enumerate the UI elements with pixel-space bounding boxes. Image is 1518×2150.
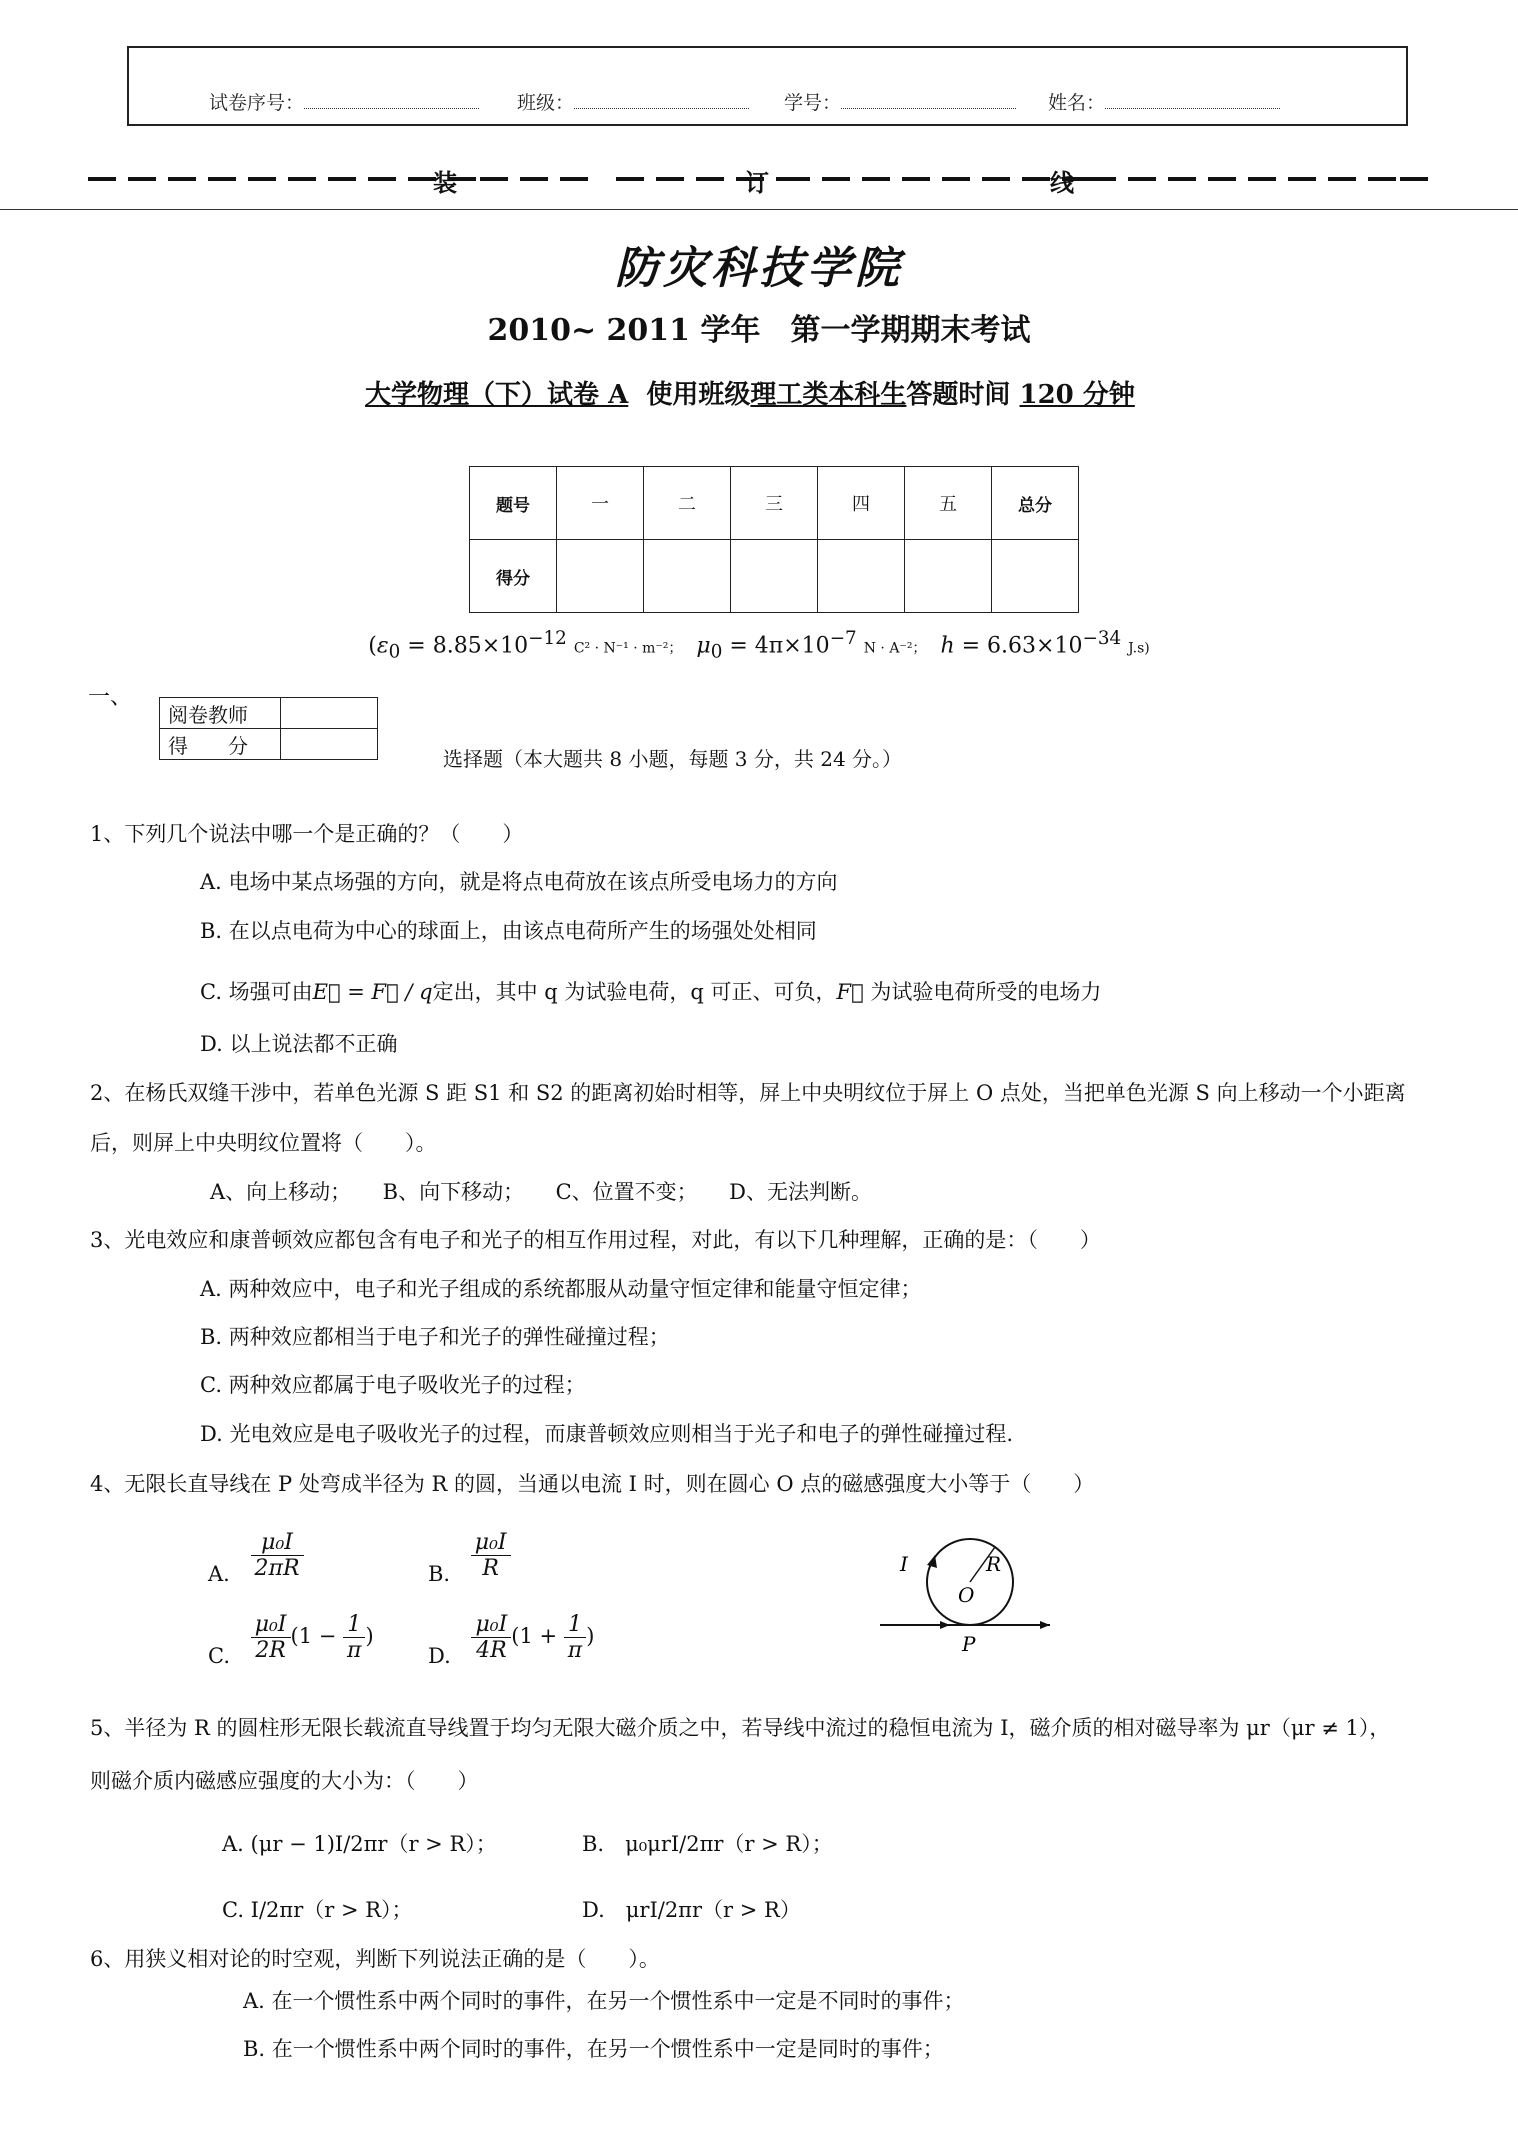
h-value: 6.63×10 [987, 633, 1083, 659]
question-2-line-2: 后，则屏上中央明纹位置将（ ）。 [90, 1131, 437, 1155]
grader-label: 阅卷教师 [160, 698, 281, 729]
paper-number-blank[interactable] [304, 94, 479, 109]
option-label: A. [208, 1562, 230, 1586]
section-number: 一、 [88, 685, 133, 710]
question-4-option-d[interactable]: D. $\frac{\text{μ₀I}}{4R}$ (1 + $\frac{1}{\pi}$ ) [428, 1612, 595, 1668]
section-score-cell[interactable] [281, 729, 378, 760]
epsilon-value: 8.85×10 [432, 633, 529, 659]
course-name: 大学物理（下）试卷 A [365, 380, 629, 410]
wire-loop-figure [880, 1525, 1060, 1655]
score-cell[interactable] [818, 540, 905, 613]
section-description: 选择题（本大题共 8 小题，每题 3 分，共 24 分。） [443, 747, 903, 771]
option-a-fraction: $\frac{\text{μ₀I}}{2\pi R}$ [251, 1530, 304, 1581]
name-blank[interactable] [1105, 94, 1280, 109]
score-table-header-row [470, 467, 1079, 540]
student-id-label: 学号： [784, 92, 842, 114]
option-c-suffix: 为试验电荷所受的电场力 [870, 980, 1102, 1004]
question-4-option-c[interactable]: C. $\frac{\text{μ₀I}}{2R}$ (1 − $\frac{1}{\pi}$ ) [208, 1612, 374, 1668]
score-cell[interactable] [644, 540, 731, 613]
question-4-option-a[interactable] [208, 1530, 304, 1586]
option-label: C. [208, 1644, 230, 1668]
duration-value: 120 分钟 [1019, 380, 1135, 410]
question-5-line-1: 5、半径为 R 的圆柱形无限长载流直导线置于均匀无限大磁介质之中，若导线中流过的稳恒电流为 I，磁介质的相对磁导率为 μr（μr ≠ 1）， [90, 1716, 1391, 1740]
option-c-prefix: C. 场强可由 [200, 980, 313, 1004]
class-field[interactable] [517, 88, 749, 115]
question-1: 1、下列几个说法中哪一个是正确的？（ ） [90, 822, 524, 846]
name-field[interactable] [1048, 88, 1280, 115]
center-label: O [958, 1583, 975, 1607]
current-arrow-right [1040, 1621, 1050, 1629]
question-4-option-b[interactable] [428, 1530, 511, 1586]
score-cell[interactable] [557, 540, 644, 613]
h-symbol: h [940, 633, 955, 659]
field-formula: E⃗ = F⃗ / q [312, 980, 433, 1004]
current-arrow-left [940, 1621, 950, 1629]
epsilon-symbol: ε [376, 633, 389, 659]
force-symbol: F⃗ [836, 980, 864, 1004]
score-row-label: 得分 [470, 540, 557, 613]
binding-line [88, 163, 1428, 197]
score-header-cell: 四 [818, 467, 905, 540]
question-6-option-b[interactable]: B. 在一个惯性系中两个同时的事件，在另一个惯性系中一定是同时的事件； [243, 2037, 944, 2061]
h-exponent: 34 [1097, 628, 1122, 649]
mu-subscript: 0 [710, 641, 723, 663]
question-3-option-a[interactable]: A. 两种效应中，电子和光子组成的系统都服从动量守恒定律和能量守恒定律； [200, 1277, 922, 1301]
question-3-option-c[interactable]: C. 两种效应都属于电子吸收光子的过程； [200, 1373, 586, 1397]
question-2-options[interactable]: A、向上移动； B、向下移动； C、位置不变； D、无法判断。 [210, 1180, 872, 1204]
binding-char-ding: 订 [745, 168, 769, 197]
grader-table [159, 697, 378, 760]
student-id-blank[interactable] [841, 94, 1016, 109]
section-score-label: 得 分 [160, 729, 281, 760]
name-label: 姓名： [1048, 92, 1106, 114]
option-d-tail-fraction: $\frac{1}{\pi}$ [564, 1612, 586, 1663]
question-6-option-a[interactable]: A. 在一个惯性系中两个同时的事件，在另一个惯性系中一定是不同时的事件； [243, 1989, 965, 2013]
option-label: B. [428, 1562, 451, 1586]
option-c-fraction: $\frac{\text{μ₀I}}{2R}$ [251, 1612, 291, 1663]
question-1-option-a[interactable]: A. 电场中某点场强的方向，就是将点电荷放在该点所受电场力的方向 [200, 870, 838, 894]
epsilon-unit: C² · N⁻¹ · m⁻²； [573, 640, 683, 657]
student-id-field[interactable] [784, 88, 1016, 115]
radius-label: R [986, 1552, 1002, 1576]
class-blank[interactable] [574, 94, 749, 109]
question-5-option-c[interactable]: C. I/2πr（r > R）； [222, 1898, 413, 1922]
score-table-score-row [470, 540, 1079, 613]
option-b-fraction: $\frac{\text{μ₀I}}{R}$ [471, 1530, 511, 1581]
option-d-fraction: $\frac{\text{μ₀I}}{4R}$ [471, 1612, 511, 1663]
grader-cell[interactable] [281, 698, 378, 729]
question-1-option-c[interactable] [200, 976, 1101, 1006]
mu-symbol: μ [696, 633, 711, 659]
school-name: 防灾科技学院 [615, 243, 903, 294]
question-2-line-1: 2、在杨氏双缝干涉中，若单色光源 S 距 S1 和 S2 的距离初始时相等，屏上中央明纹位于屏上 O 点处，当把单色光源 S 向上移动一个小距离 [90, 1081, 1406, 1105]
header-divider [0, 209, 1518, 210]
class-label: 班级： [517, 92, 575, 114]
score-header-cell: 总分 [992, 467, 1079, 540]
duration-label: 答题时间 [906, 380, 1011, 410]
binding-char-zhuang: 装 [433, 168, 457, 197]
epsilon-exponent: 12 [543, 628, 567, 649]
h-unit: J.s) [1128, 640, 1150, 657]
paper-number-label: 试卷序号： [209, 92, 305, 114]
class-used-value: 理工类本科生 [750, 380, 907, 410]
question-3-option-d[interactable]: D. 光电效应是电子吸收光子的过程，而康普顿效应则相当于光子和电子的弹性碰撞过程. [200, 1422, 1014, 1446]
option-c-middle: 定出，其中 q 为试验电荷，q 可正、可负， [432, 980, 837, 1004]
score-header-cell: 五 [905, 467, 992, 540]
score-header-cell: 题号 [470, 467, 557, 540]
question-5-option-d[interactable]: D. μrI/2πr（r > R） [582, 1898, 801, 1922]
score-header-cell: 一 [557, 467, 644, 540]
epsilon-subscript: 0 [388, 641, 401, 663]
question-1-option-b[interactable]: B. 在以点电荷为中心的球面上，由该点电荷所产生的场强处处相同 [200, 919, 817, 943]
question-5-line-2: 则磁介质内磁感应强度的大小为：（ ） [90, 1769, 479, 1793]
score-header-cell: 三 [731, 467, 818, 540]
option-c-tail-fraction: $\frac{1}{\pi}$ [343, 1612, 365, 1663]
current-label: I [900, 1552, 908, 1576]
question-4: 4、无限长直导线在 P 处弯成半径为 R 的圆，当通以电流 I 时，则在圆心 O 点的磁感强度大小等于（ ） [90, 1472, 1095, 1496]
score-table [469, 466, 1079, 613]
question-3: 3、光电效应和康普顿效应都包含有电子和光子的相互作用过程，对此，有以下几种理解，正确的是：（ ） [90, 1228, 1101, 1252]
question-1-option-d[interactable]: D. 以上说法都不正确 [200, 1032, 398, 1056]
point-p-label: P [962, 1632, 976, 1655]
course-info-line [0, 374, 1518, 411]
binding-char-xian: 线 [1050, 168, 1074, 197]
score-header-cell: 二 [644, 467, 731, 540]
score-cell[interactable] [905, 540, 992, 613]
exam-title: 2010~ 2011 学年 第一学期期末考试 [487, 313, 1031, 348]
paper-number-field[interactable] [209, 88, 479, 115]
physical-constants: ($\varepsilon_0 = 8.85\times 10^{-12}$ C² · N⁻¹ · m⁻²； $\mu_0 = 4\pi\times 10^{-7}$ N · A⁻²； $h = 6.63\times 10^{-34}$ J.s) [368, 628, 1150, 663]
score-cell[interactable] [731, 540, 818, 613]
mu-value: 4π×10 [754, 633, 830, 659]
question-3-option-b[interactable]: B. 两种效应都相当于电子和光子的弹性碰撞过程； [200, 1325, 670, 1349]
class-used-label: 使用班级 [646, 380, 751, 410]
question-6: 6、用狭义相对论的时空观，判断下列说法正确的是（ ）。 [90, 1947, 660, 1971]
question-5-option-b[interactable]: B. μ₀μrI/2πr（r > R）； [582, 1832, 833, 1856]
question-5-option-a[interactable]: A. (μr − 1)I/2πr（r > R）； [222, 1832, 497, 1856]
mu-exponent: 7 [845, 628, 857, 649]
option-label: D. [428, 1644, 451, 1668]
mu-unit: N · A⁻²； [863, 640, 927, 657]
score-cell[interactable] [992, 540, 1079, 613]
